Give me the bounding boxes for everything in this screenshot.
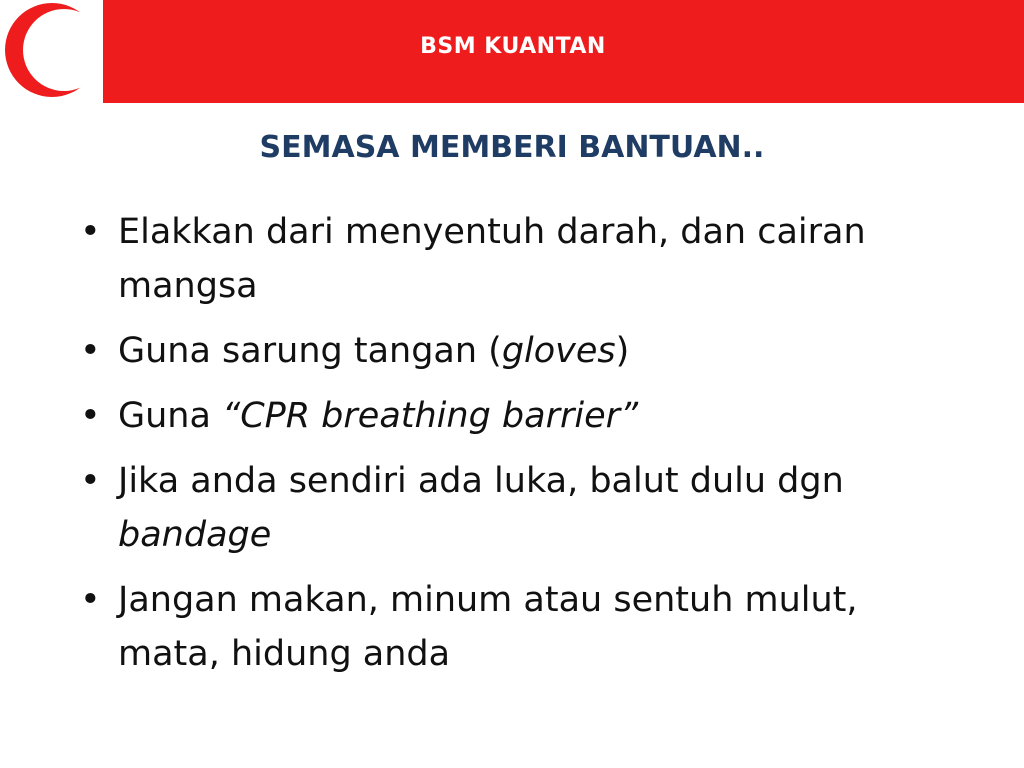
- bullet-text: [118, 396, 638, 436]
- bullet-text: [118, 212, 866, 306]
- header-title: BSM KUANTAN: [420, 34, 606, 59]
- bullet-item: [80, 573, 960, 681]
- bullet-item: [80, 205, 960, 313]
- bullet-italic-text: “CPR breathing barrier”: [222, 396, 639, 436]
- bullet-item: [80, 389, 960, 443]
- bullet-italic-text: bandage: [118, 515, 272, 555]
- bullet-dot: •: [80, 396, 101, 436]
- bullet-segment-text: ): [615, 331, 630, 371]
- bullet-segment-text: Elakkan dari menyentuh darah, dan cairan mangsa: [118, 212, 866, 306]
- bullet-item: [80, 324, 960, 378]
- bullet-dot: •: [80, 212, 101, 252]
- bullet-dot: •: [80, 331, 101, 371]
- bullet-list: [80, 205, 960, 692]
- bullet-segment-text: Guna: [118, 396, 223, 436]
- logo: [0, 0, 103, 103]
- bullet-text: [118, 461, 844, 555]
- bullet-item: [80, 454, 960, 562]
- bullet-segment-text: Guna sarung tangan (: [118, 331, 502, 371]
- bullet-dot: •: [80, 580, 101, 620]
- red-crescent-icon: [0, 0, 103, 103]
- slide-title: SEMASA MEMBERI BANTUAN..: [259, 130, 765, 165]
- bullet-text: [118, 331, 629, 371]
- bullet-dot: •: [80, 461, 101, 501]
- bullet-segment-text: Jika anda sendiri ada luka, balut dulu dgn: [118, 461, 844, 501]
- header-band: [103, 0, 1024, 103]
- bullet-italic-text: gloves: [501, 331, 616, 371]
- bullet-text: [118, 580, 858, 674]
- bullet-segment-text: Jangan makan, minum atau sentuh mulut, mata, hidung anda: [118, 580, 858, 674]
